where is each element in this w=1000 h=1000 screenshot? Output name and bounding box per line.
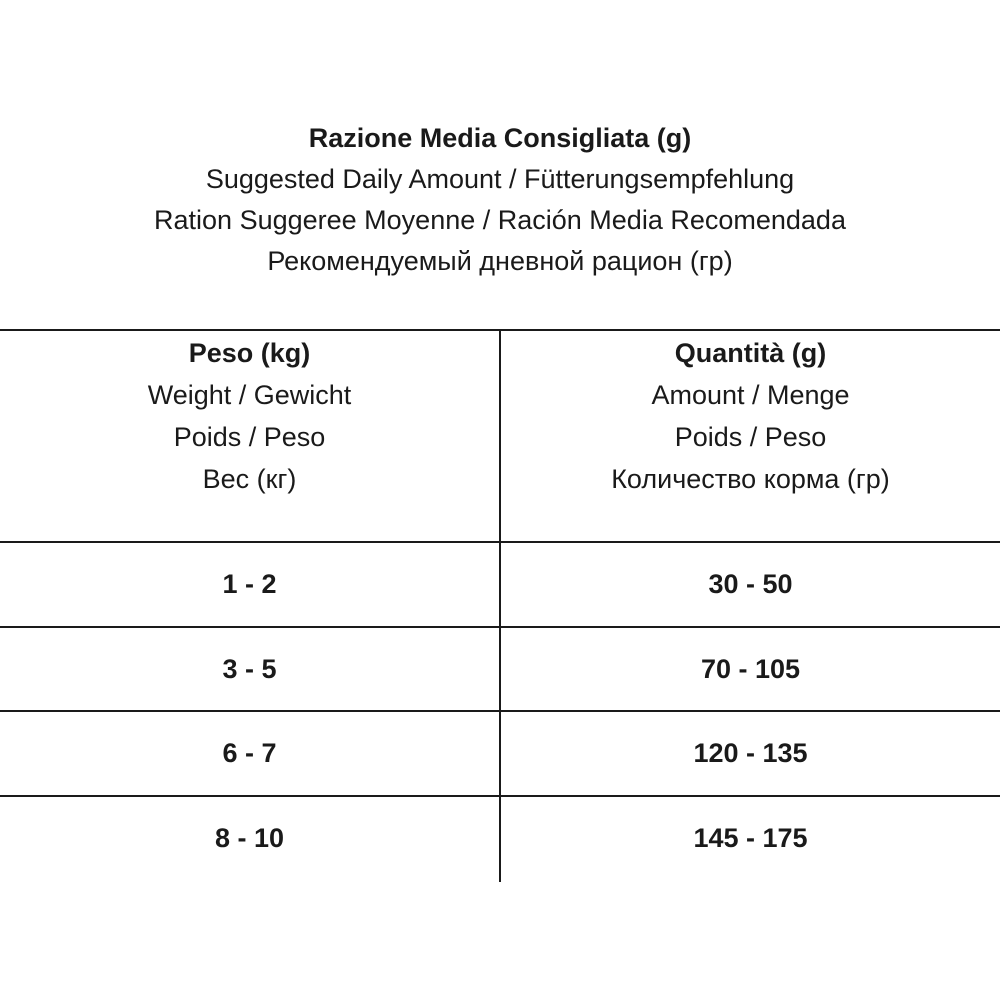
amount-cell: 70 - 105 (700, 654, 801, 684)
amount-header-fr-es: Poids / Peso (674, 422, 827, 452)
amount-header-ru: Количество корма (гр) (611, 464, 890, 494)
title-ru: Рекомендуемый дневной рацион (гр) (267, 246, 733, 276)
amount-cell: 145 - 175 (693, 823, 808, 853)
weight-cell: 8 - 10 (214, 823, 285, 853)
title-fr-es: Ration Suggeree Moyenne / Ración Media Recomendada (154, 205, 846, 235)
amount-cell: 120 - 135 (693, 738, 808, 768)
amount-column-header (501, 332, 1000, 500)
weight-header-fr-es: Poids / Peso (173, 422, 326, 452)
document-title (0, 118, 1000, 282)
amount-header-main: Quantità (g) (674, 338, 827, 368)
weight-header-en-de: Weight / Gewicht (147, 380, 352, 410)
title-main: Razione Media Consigliata (g) (308, 123, 692, 153)
amount-cell: 30 - 50 (708, 569, 793, 599)
weight-column-header (0, 332, 499, 500)
amount-header-en-de: Amount / Menge (651, 380, 850, 410)
weight-cell: 1 - 2 (222, 569, 277, 599)
weight-cell: 3 - 5 (222, 654, 277, 684)
weight-header-ru: Вес (кг) (202, 464, 297, 494)
weight-header-main: Peso (kg) (188, 338, 311, 368)
title-en-de: Suggested Daily Amount / Fütterungsempfehlung (205, 164, 795, 194)
weight-cell: 6 - 7 (222, 738, 277, 768)
